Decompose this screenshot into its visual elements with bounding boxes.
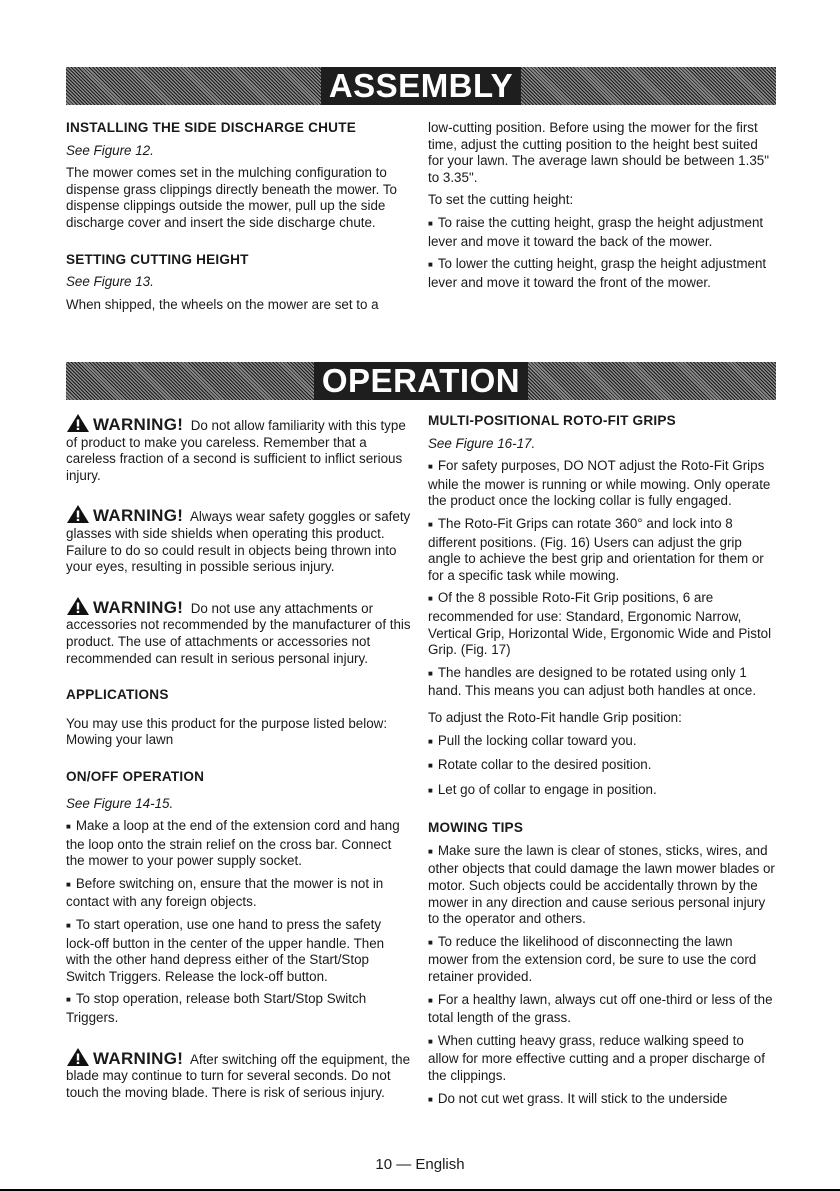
list-item: ■ To stop operation, release both Start/Stop Switch Triggers. <box>66 991 411 1026</box>
bullet-icon <box>66 876 76 891</box>
assembly-title: ASSEMBLY <box>321 67 521 105</box>
bullet-icon <box>428 665 438 680</box>
list-item: ■ Before switching on, ensure that the mower is not in contact with any foreign objects. <box>66 876 411 911</box>
list-item: ■ Do not cut wet grass. It will stick to the underside <box>428 1091 776 1110</box>
heading-on-off: ON/OFF OPERATION <box>66 768 205 784</box>
list-item: ■ For safety purposes, DO NOT adjust the Roto-Fit Grips while the mower is running or while mowing. Only operate the product once the locking collar is fully engaged. <box>428 458 776 510</box>
warning-triangle-icon <box>66 413 90 433</box>
bullet-icon <box>428 256 438 271</box>
heading-roto-fit-grips: MULTI-POSITIONAL ROTO-FIT GRIPS <box>428 413 676 428</box>
heading-mowing-tips: MOWING TIPS <box>428 820 524 836</box>
assembly-banner <box>66 67 776 105</box>
assembly-right-column <box>428 120 776 297</box>
bullet-icon <box>428 843 438 858</box>
bullet-icon <box>428 992 438 1007</box>
bullet-icon <box>428 458 438 473</box>
paragraph: low-cutting position. Before using the mower for the first time, adjust the cutting position to the height best suited for your lawn. The average lawn should be between 1.35" to 3.35". <box>428 120 769 185</box>
bullet-icon <box>428 757 438 772</box>
operation-left-column <box>66 413 411 1107</box>
figure-reference: See Figure 14-15. <box>66 795 174 811</box>
list-item: ■ Pull the locking collar toward you. <box>428 733 776 752</box>
list-item: ■ To reduce the likelihood of disconnecting the lawn mower from the extension cord, be sure to use the cord retainer provided. <box>428 934 776 986</box>
bullet-icon <box>428 1091 438 1106</box>
bullet-icon <box>428 1033 438 1048</box>
heading-cutting-height: SETTING CUTTING HEIGHT <box>66 251 249 267</box>
heading-applications: APPLICATIONS <box>66 687 169 703</box>
page-footer: 10 — English <box>375 1156 465 1173</box>
bullet-icon <box>66 917 76 932</box>
warning-triangle-icon <box>66 1047 90 1067</box>
list-item: ■ For a healthy lawn, always cut off one-third or less of the total length of the grass. <box>428 992 776 1027</box>
list-item: ■ The handles are designed to be rotated using only 1 hand. This means you can adjust both handles at once. <box>428 665 776 700</box>
warning-label: WARNING! <box>93 1048 184 1068</box>
list-item: ■ To raise the cutting height, grasp the height adjustment lever and move it toward the back of the mower. <box>428 215 776 250</box>
warning-label: WARNING! <box>93 415 184 434</box>
warning-block: WARNING! Do not allow familiarity with this type of product to make you careless. Remember that a careless fraction of a second is sufficient to inflict serious injury. <box>66 415 406 483</box>
paragraph: When shipped, the wheels on the mower are set to a <box>66 296 379 312</box>
operation-right-column <box>428 413 776 1115</box>
list-item: ■ Let go of collar to engage in position. <box>428 782 776 801</box>
list-item: ■ Rotate collar to the desired position. <box>428 757 776 776</box>
warning-label: WARNING! <box>93 597 184 617</box>
bullet-icon <box>428 215 438 230</box>
bullet-icon <box>66 991 76 1006</box>
list-item: ■ Of the 8 possible Roto-Fit Grip positions, 6 are recommended for use: Standard, Ergonomic Narrow, Vertical Grip, Horizontal Wide, Ergonomic Wide and Pistol Grip. (Fig. 17) <box>428 590 776 658</box>
figure-reference: See Figure 12. <box>66 142 154 158</box>
bullet-icon <box>66 818 76 833</box>
heading-side-discharge: INSTALLING THE SIDE DISCHARGE CHUTE <box>66 120 356 135</box>
figure-reference: See Figure 13. <box>66 274 154 290</box>
figure-reference: See Figure 16-17. <box>428 435 536 451</box>
list-item: ■ To start operation, use one hand to press the safety lock-off button in the center of the upper handle. Then with the other hand depress either of the Start/Stop Switch Triggers. Release the lock-off button. <box>66 917 411 985</box>
warning-block: WARNING! After switching off the equipment, the blade may continue to turn for several seconds. Do not touch the moving blade. There is risk of serious injury. <box>66 1048 411 1100</box>
paragraph: To set the cutting height: <box>428 192 574 208</box>
paragraph: To adjust the Roto-Fit handle Grip position: <box>428 709 682 725</box>
warning-block: WARNING! Always wear safety goggles or safety glasses with side shields when operating this product. Failure to do so could result in objects being thrown into your eyes, resulting in possible serious injury. <box>66 506 411 575</box>
bullet-icon <box>428 590 438 605</box>
list-item: ■ Make sure the lawn is clear of stones, sticks, wires, and other objects that could damage the lawn mower blades or motor. Such objects could be accidentally thrown by the mower in any direction and cause serious personal injury to the operator and others. <box>428 843 776 928</box>
list-item: ■ The Roto-Fit Grips can rotate 360° and lock into 8 different positions. (Fig. 16) Users can adjust the grip angle to achieve the best grip and orientation for them or for a specific task while mowing. <box>428 516 776 584</box>
assembly-left-column <box>66 120 411 319</box>
warning-triangle-icon <box>66 596 90 616</box>
bullet-icon <box>428 782 438 797</box>
operation-title: OPERATION <box>314 362 528 400</box>
bullet-icon <box>428 934 438 949</box>
bullet-icon <box>428 516 438 531</box>
warning-label: WARNING! <box>93 506 184 526</box>
warning-block: WARNING! Do not use any attachments or accessories not recommended by the manufacturer of this product. The use of attachments or accessories not recommended can result in serious personal injury. <box>66 597 411 666</box>
list-item: ■ Make a loop at the end of the extension cord and hang the loop onto the strain relief on the cross bar. Connect the mower to your power supply socket. <box>66 818 411 870</box>
warning-triangle-icon <box>66 504 90 524</box>
list-item: ■ When cutting heavy grass, reduce walking speed to allow for more effective cutting and a proper discharge of the clippings. <box>428 1033 776 1085</box>
paragraph: The mower comes set in the mulching configuration to dispense grass clippings directly beneath the mower. To dispense clippings outside the mower, pull up the side discharge cover and insert the side discharge chute. <box>66 165 397 230</box>
bullet-icon <box>428 733 438 748</box>
paragraph: You may use this product for the purpose listed below: Mowing your lawn <box>66 715 388 748</box>
operation-banner <box>66 362 776 400</box>
list-item: ■ To lower the cutting height, grasp the height adjustment lever and move it toward the front of the mower. <box>428 256 776 291</box>
